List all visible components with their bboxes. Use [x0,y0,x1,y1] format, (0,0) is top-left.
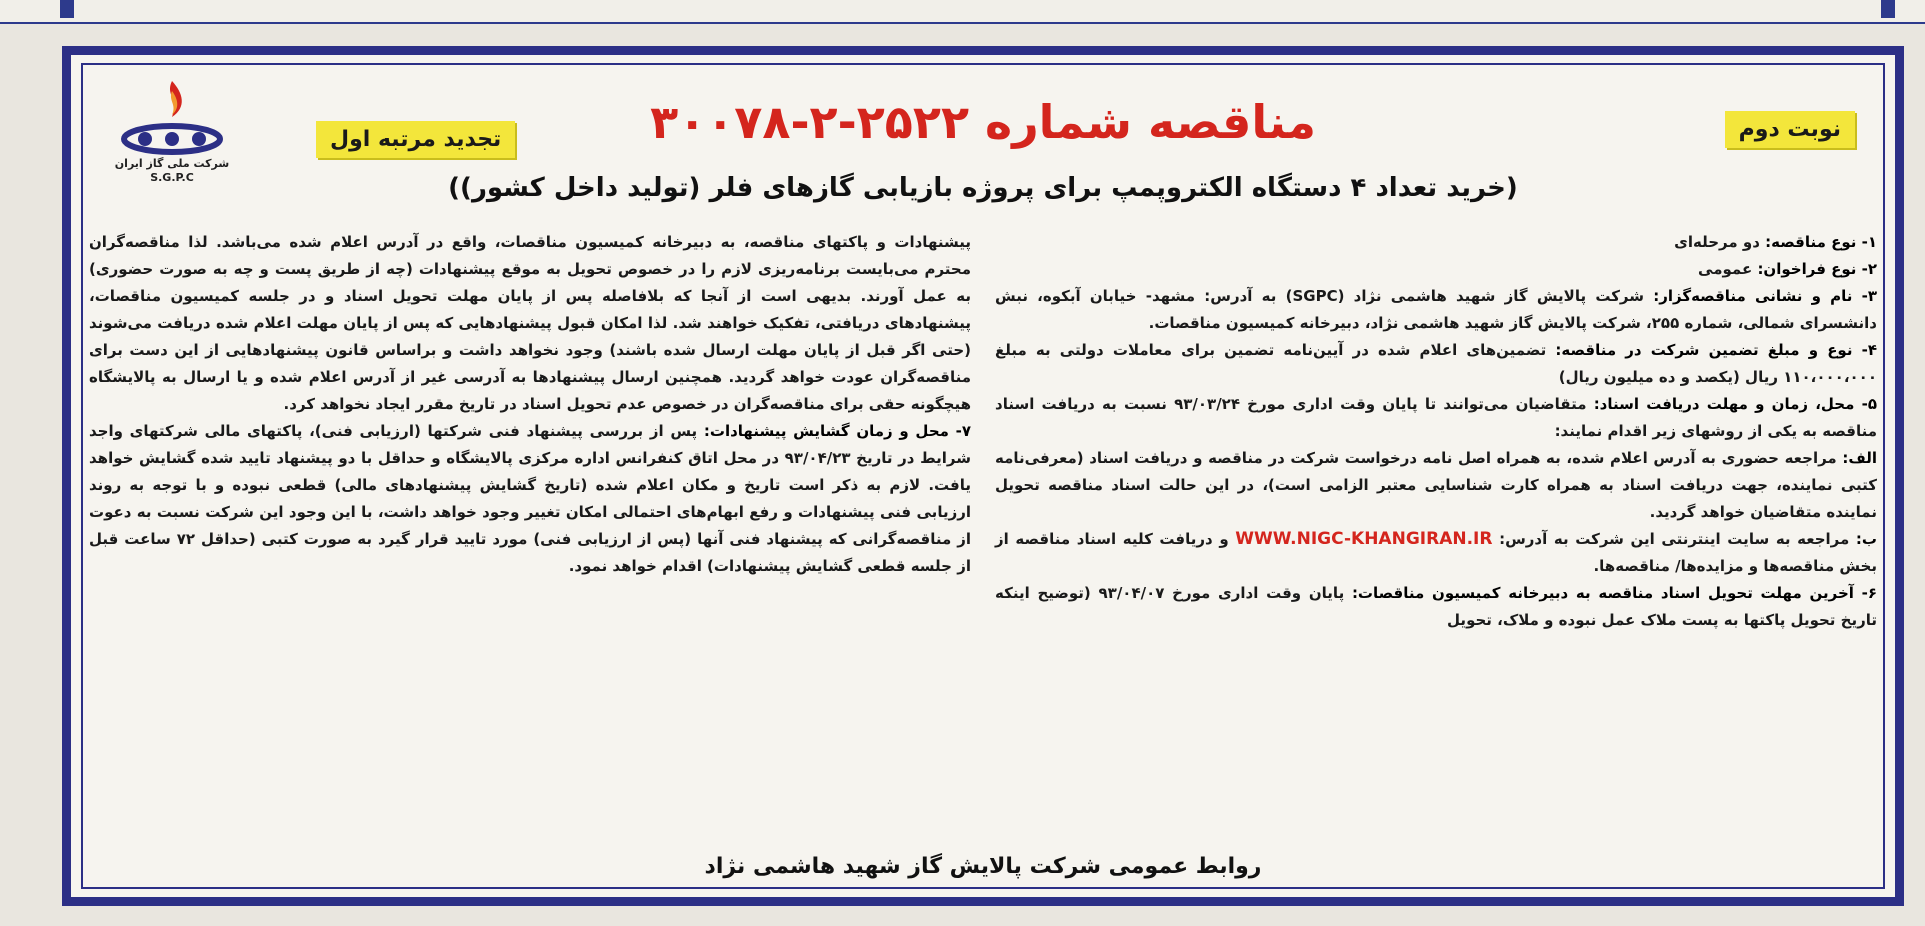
section-a-text: مراجعه حضوری به آدرس اعلام شده، به همراه اصل نامه درخواست شرکت در مناقصه و دریافت اسناد (معرفی‌نامه کتبی نماینده، جهت دریافت اسناد به همراه کارت شناسایی معتبر الزامی است)، در این حالت اسناد مناقصه تحویل نماینده متقاضیان خواهد گردید. [995,449,1877,521]
round-badge: نوبت دوم [1725,111,1855,148]
section-4-text: تضمین‌های اعلام شده در آیین‌نامه تضمین برای معاملات دولتی به مبلغ ۱۱۰،۰۰۰،۰۰۰ ریال (یکصد و ده میلیون ریال) [995,341,1877,386]
right-column [995,229,1877,799]
section-6-heading: ۶- آخرین مهلت تحویل اسناد مناقصه به دبیرخانه کمیسیون مناقصات: [1351,584,1878,602]
section-3-text: شرکت پالایش گاز شهید هاشمی نژاد (SGPC) به آدرس: مشهد- خیابان آبکوه، نبش دانشسرای شمالی، شماره ۲۵۵، شرکت پالایش گاز شهید هاشمی نژاد، دبیرخانه کمیسیون مناقصات. [995,287,1877,332]
section-4-heading: ۴- نوع و مبلغ تضمین شرکت در مناقصه: [1555,341,1877,359]
section-a-heading: الف: [1842,449,1877,467]
strip-mark-right [1881,0,1895,18]
section-2-heading: ۲- نوع فراخوان: [1757,260,1877,278]
section-b-text: مراجعه به سایت اینترنتی این شرکت به آدرس: [1492,530,1856,548]
website-link[interactable]: WWW.NIGC-KHANGIRAN.IR [1235,529,1493,549]
section-1-text: دو مرحله‌ای [1674,233,1766,251]
tender-subtitle: (خرید تعداد ۴ دستگاه الکتروپمپ برای پروژه بازیابی گازهای فلر (تولید داخل کشور)) [448,173,1518,203]
public-relations-signature: روابط عمومی شرکت پالایش گاز شهید هاشمی نژاد [704,854,1262,879]
section-b-heading: ب: [1855,530,1877,548]
renewal-badge: تجدید مرتبه اول [316,121,515,158]
section-1-heading: ۱- نوع مناقصه: [1765,233,1877,251]
section-5-text: متقاضیان می‌توانند تا پایان وقت اداری مورخ ۹۳/۰۳/۲۴ نسبت به دریافت اسناد مناقصه به یکی از روشهای زیر اقدام نمایند: [995,395,1877,440]
tender-notice-frame [62,46,1904,906]
top-strip [0,0,1925,24]
section-b-text-2: و دریافت کلیه اسناد مناقصه از بخش مناقصه‌ها و مزایده‌ها/ مناقصه‌ها. [995,530,1877,575]
notice-body [89,229,1877,799]
section-5-heading: ۵- محل، زمان و مهلت دریافت اسناد: [1593,395,1877,413]
logo-caption-en: S.G.P.C [150,171,194,184]
section-3-heading: ۳- نام و نشانی مناقصه‌گزار: [1653,287,1877,305]
section-6-continuation: پیشنهادات و پاکتهای مناقصه، به دبیرخانه کمیسیون مناقصات، واقع در آدرس اعلام شده می‌باشد. لذا مناقصه‌گران محترم می‌بایست برنامه‌ریزی لازم را در خصوص تحویل به موقع پیشنهادات (چه از طریق پست و چه به صورت حضوری) به عمل آورند. بدیهی است از آنجا که بلافاصله پس از پایان مهلت تحویل اسناد و در جلسه کمیسیون مناقصات، پیشنهادهای دریافتی، تفکیک خواهند شد. لذا امکان قبول پیشنهادهایی که پس از پایان مهلت اعلام شده دریافت می‌شوند (حتی اگر قبل از پایان مهلت ارسال شده باشند) وجود نخواهد داشت و براساس قانون پیشنهادهایی از این دست برای مناقصه‌گران عودت خواهد گردید. همچنین ارسال پیشنهادها به آدرسی غیر از آدرس اعلام شده و یا ارسال به پالایشگاه هیچگونه حقی برای مناقصه‌گران در خصوص عدم تحویل اسناد در تاریخ مقرر ایجاد نخواهد کرد. [89,233,971,413]
logo-caption-fa: شرکت ملی گاز ایران [114,157,230,170]
tender-title: مناقصه شماره ۲۵۲۲-۲-۳۰۰۷۸ [650,95,1316,149]
section-7-heading: ۷- محل و زمان گشایش پیشنهادات: [703,422,971,440]
section-7-text: پس از بررسی پیشنهاد فنی شرکتها (ارزیابی فنی)، پاکتهای مالی شرکتهای واجد شرایط در تاریخ ۹۳/۰۴/۲۳ در محل اتاق کنفرانس اداره مرکزی پالایشگاه و حداقل با دو پیشنهاد تایید شده گشایش خواهد یافت. لازم به ذکر است تاریخ و مکان اعلام شده (تاریخ گشایش پیشنهادهای مالی) قطعی نبوده و با توجه به روند ارزیابی فنی پیشنهادات و رفع ابهام‌های احتمالی امکان تغییر وجود خواهد داشت، با این وجود این شرکت نسبت به دعوت از مناقصه‌گرانی که پیشنهاد فنی آنها (پس از ارزیابی فنی) مورد تایید قرار گیرد به صورت کتبی (حداقل ۷۲ ساعت قبل از جلسه قطعی گشایش پیشنهادات) اقدام خواهد نمود. [89,422,971,575]
left-column [89,229,971,799]
section-2-text: عمومی [1698,260,1758,278]
section-6-text: پایان وقت اداری مورخ ۹۳/۰۴/۰۷ (توضیح اینکه تاریخ تحویل پاکتها به پست ملاک عمل نبوده و ملاک، تحویل [995,584,1877,629]
strip-mark-left [60,0,74,18]
